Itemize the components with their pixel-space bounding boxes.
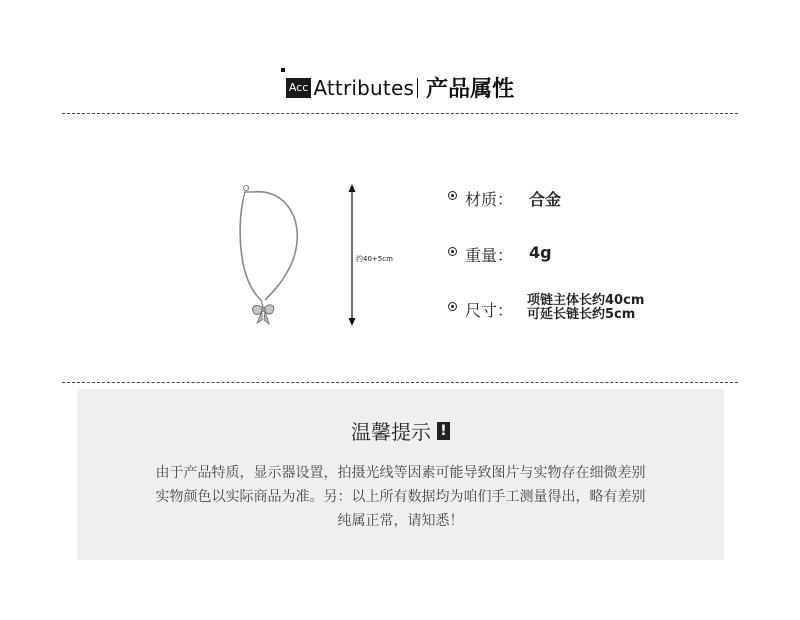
divider-top (62, 113, 738, 114)
bullet-icon (448, 302, 457, 311)
bullet-icon (448, 191, 457, 200)
acc-badge: Acc (286, 78, 311, 98)
spec-value-lines (527, 294, 644, 322)
spec-value: 4g (529, 243, 552, 262)
exclamation-icon: ! (437, 422, 450, 440)
notice-line: 由于产品特质，显示器设置，拍摄光线等因素可能导致图片与实物存在细微差别 (155, 465, 646, 481)
notice-heading (77, 416, 724, 445)
necklace-image (215, 180, 325, 330)
spec-value-line: 项链主体长约40cm (527, 293, 645, 308)
spec-label: 尺寸： (465, 301, 514, 320)
header-inner (286, 72, 514, 103)
notice-panel (77, 389, 724, 560)
spec-value-line: 可延长链长约5cm (527, 307, 636, 322)
length-label: 约40+5cm (356, 255, 393, 263)
spec-weight (448, 243, 552, 266)
spec-label: 材质： (465, 190, 514, 209)
spec-label: 重量： (465, 246, 514, 265)
spec-material (448, 187, 561, 210)
attributes-label: Attributes (313, 75, 415, 100)
corner-square-icon (281, 68, 285, 72)
separator-bar (417, 78, 418, 98)
bullet-icon (448, 247, 457, 256)
section-header (0, 72, 800, 103)
page-title: 产品属性 (426, 77, 515, 102)
notice-title: 温馨提示 (351, 420, 431, 444)
notice-body (97, 461, 704, 533)
notice-line: 纯属正常，请知悉！ (337, 513, 464, 529)
notice-line: 实物颜色以实际商品为准。另：以上所有数据均为咱们手工测量得出，略有差别 (155, 489, 646, 505)
spec-value: 合金 (529, 190, 562, 209)
spec-size (448, 293, 645, 322)
divider-bottom (62, 382, 738, 383)
